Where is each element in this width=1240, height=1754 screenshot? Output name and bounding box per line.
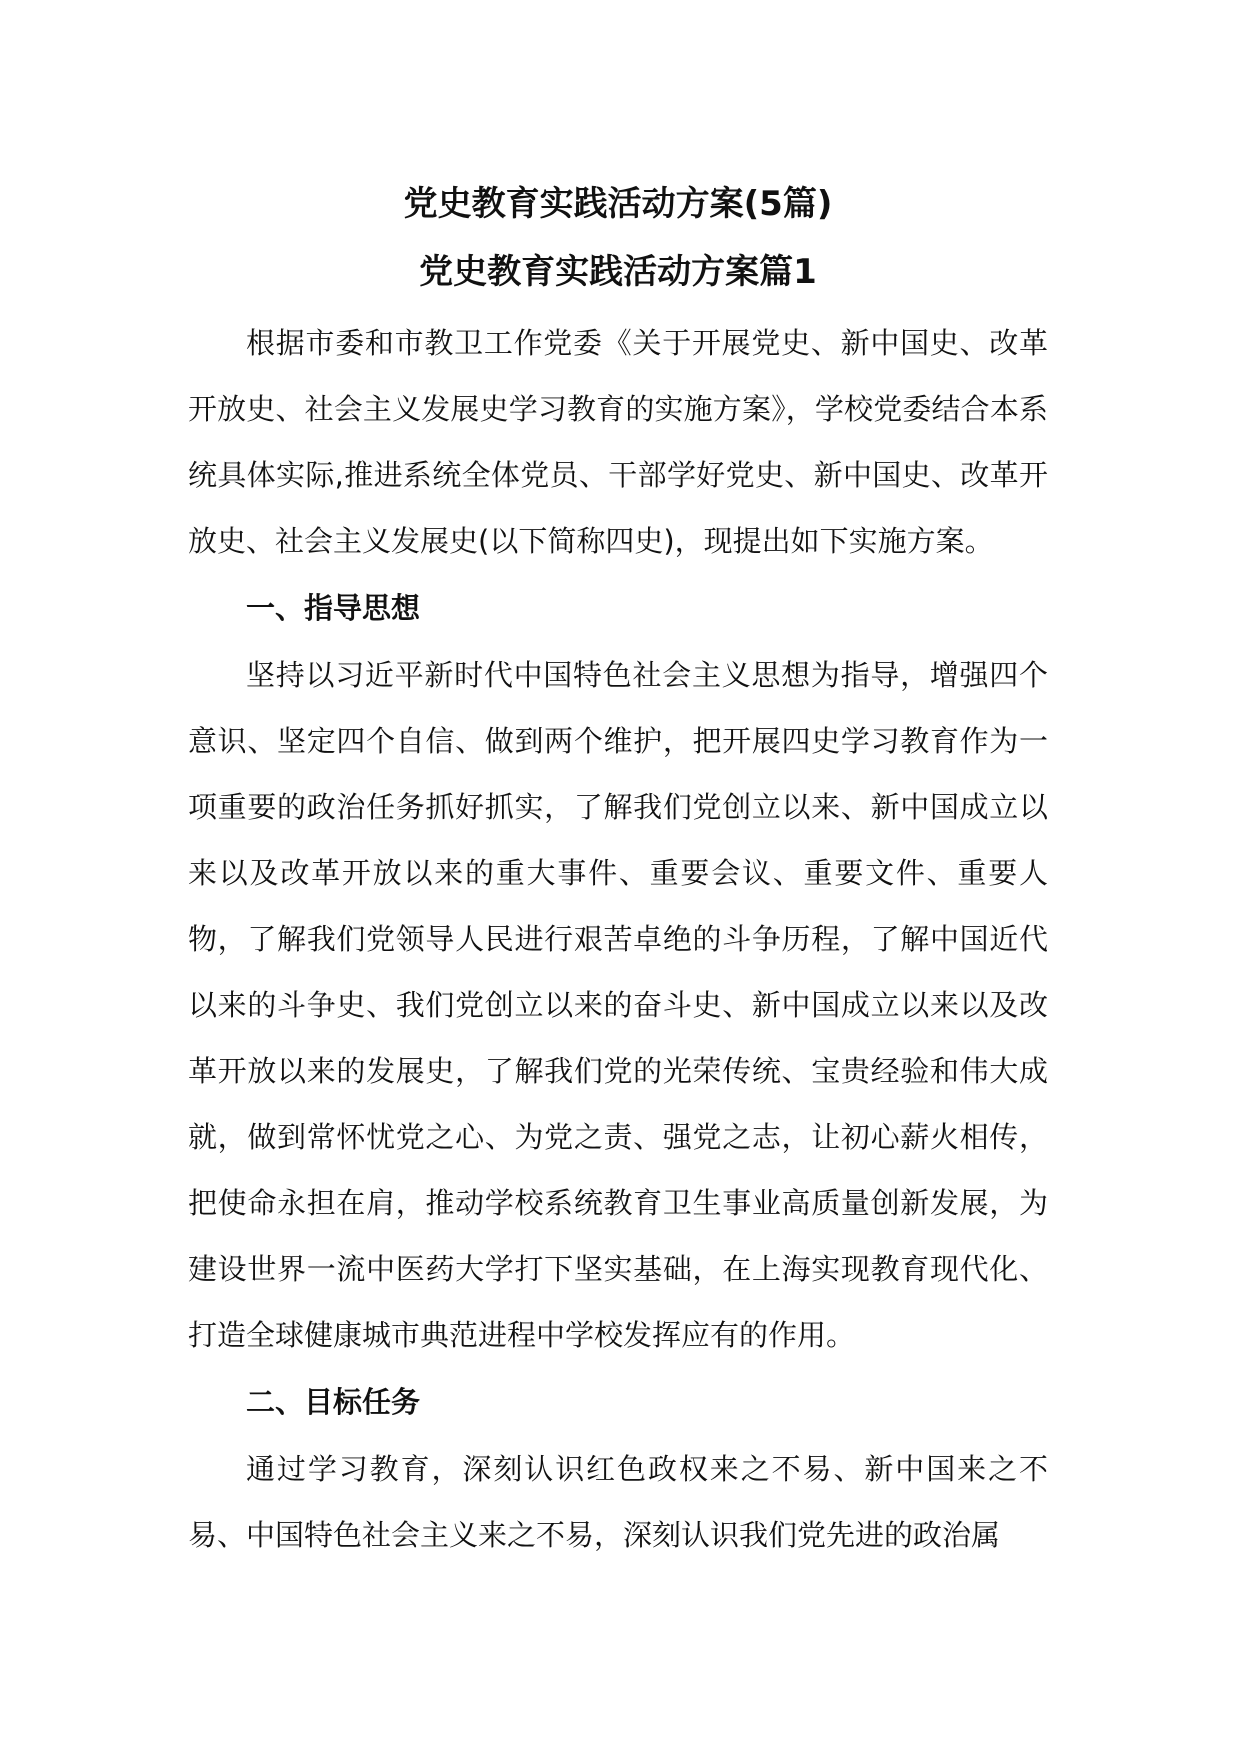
section-heading-guiding-ideology: 一、指导思想	[246, 591, 421, 625]
section-paragraph-guiding-ideology: 坚持以习近平新时代中国特色社会主义思想为指导，增强四个意识、坚定四个自信、做到两个维护，把开展四史学习教育作为一项重要的政治任务抓好抓实，了解我们党创立以来、新中国成立以来以及改革开放以来的重大事件、重要会议、重要文件、重要人物，了解我们党领导人民进行艰苦卓绝的斗争历程，了解中国近代以来的斗争史、我们党创立以来的奋斗史、新中国成立以来以及改革开放以来的发展史，了解我们党的光荣传统、宝贵经验和伟大成就，做到常怀忧党之心、为党之责、强党之志，让初心薪火相传，把使命永担在肩，推动学校系统教育卫生事业高质量创新发展，为建设世界一流中医药大学打下坚实基础，在上海实现教育现代化、打造全球健康城市典范进程中学校发挥应有的作用。	[188, 658, 1048, 1352]
document-subtitle: 党史教育实践活动方案篇1	[419, 252, 817, 292]
intro-paragraph: 根据市委和市教卫工作党委《关于开展党史、新中国史、改革开放史、社会主义发展史学习教育的实施方案》，学校党委结合本系统具体实际,推进系统全体党员、干部学好党史、新中国史、改革开放史、社会主义发展史(以下简称四史)，现提出如下实施方案。	[188, 326, 1048, 558]
document-body	[188, 170, 1048, 1568]
section-heading-goals-tasks: 二、目标任务	[246, 1385, 421, 1419]
document-title: 党史教育实践活动方案(5篇)	[403, 184, 833, 224]
section-paragraph-goals-tasks: 通过学习教育，深刻认识红色政权来之不易、新中国来之不易、中国特色社会主义来之不易，深刻认识我们党先进的政治属	[188, 1452, 1048, 1552]
